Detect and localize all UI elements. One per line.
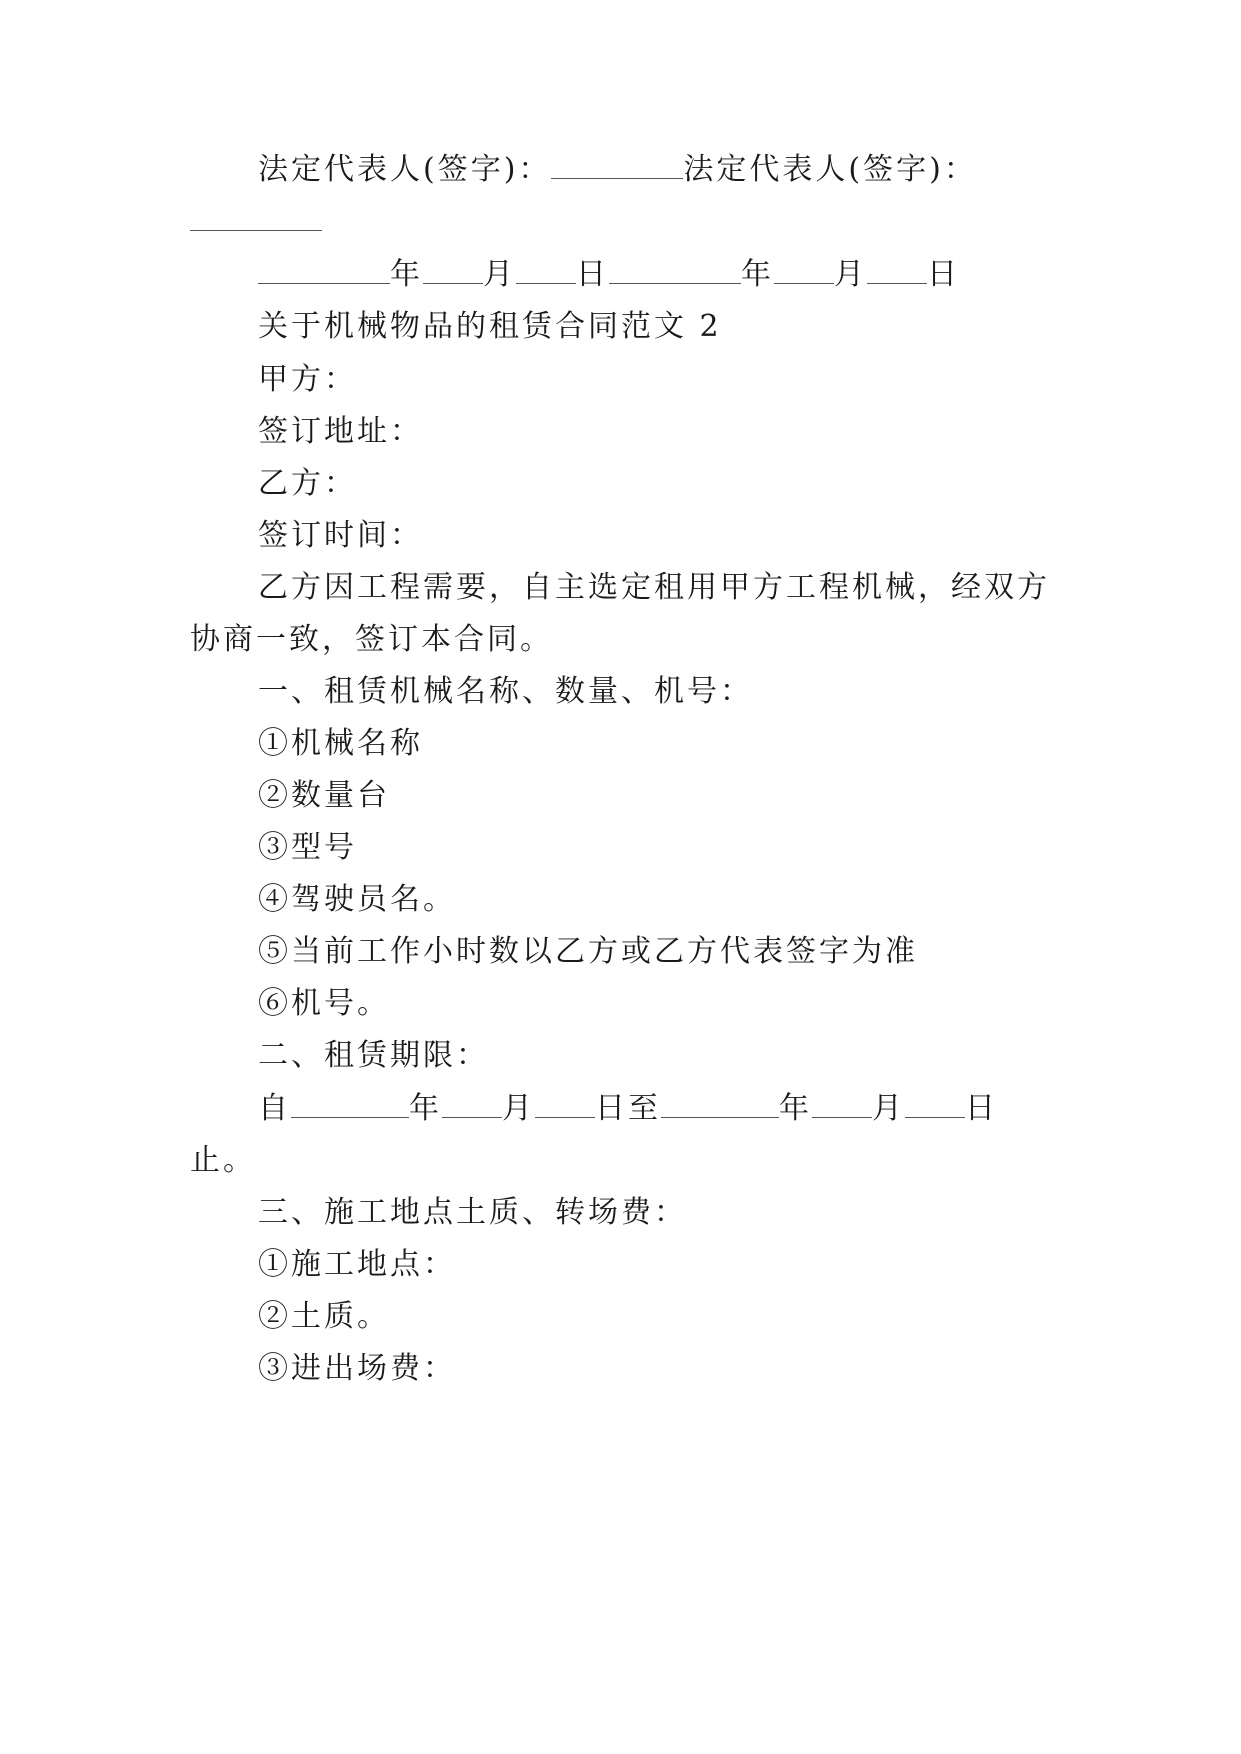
date-blank-month-a: [423, 257, 483, 284]
date-blank-day-a: [516, 257, 576, 284]
intro-paragraph-line-1: 乙方因工程需要，自主选定租用甲方工程机械，经双方: [258, 570, 1050, 605]
lease-period-line: [258, 1089, 1128, 1129]
date-day-a: 日: [576, 257, 609, 292]
section-3-item: ①施工地点：: [258, 1247, 456, 1282]
legal-rep-label-a: 法定代表人(签字)：: [258, 152, 552, 187]
lease-year-b: 年: [779, 1091, 812, 1126]
lease-month-b: 月: [872, 1091, 905, 1126]
section-1-item: ①机械名称: [258, 726, 423, 761]
section-3-item: ②土质。: [258, 1299, 390, 1334]
signature-blank-a: [551, 152, 683, 179]
signature-continuation: [190, 202, 1060, 242]
date-blank-year-a: [258, 257, 390, 284]
contract-heading: 关于机械物品的租赁合同范文 2: [258, 309, 722, 344]
lease-blank-year-b: [661, 1091, 779, 1118]
intro-paragraph-line-2: 协商一致，签订本合同。: [190, 622, 553, 657]
legal-rep-label-b: 法定代表人(签字)：: [683, 152, 977, 187]
section-2-title: 二、租赁期限：: [258, 1038, 489, 1073]
lease-day-end: 日: [965, 1091, 998, 1126]
signature-blank-b: [190, 204, 322, 231]
section-1-item: ⑥机号。: [258, 986, 390, 1021]
date-day-b: 日: [927, 257, 960, 292]
party-a-field: 甲方：: [258, 362, 357, 397]
lease-day-to: 日至: [595, 1091, 661, 1126]
sign-time-field: 签订时间：: [258, 518, 423, 553]
section-1-item: ③型号: [258, 830, 357, 865]
date-month-a: 月: [483, 257, 516, 292]
lease-from: 自: [258, 1091, 291, 1126]
date-blank-month-b: [774, 257, 834, 284]
date-blank-day-b: [867, 257, 927, 284]
lease-blank-month-a: [442, 1091, 502, 1118]
lease-blank-day-a: [535, 1091, 595, 1118]
date-year-b: 年: [741, 257, 774, 292]
section-1-item: ②数量台: [258, 778, 390, 813]
party-b-field: 乙方：: [258, 466, 357, 501]
lease-month-a: 月: [502, 1091, 535, 1126]
section-1-item: ④驾驶员名。: [258, 882, 456, 917]
date-month-b: 月: [834, 257, 867, 292]
date-blank-year-b: [609, 257, 741, 284]
section-3-title: 三、施工地点土质、转场费：: [258, 1195, 687, 1230]
signature-line: [258, 150, 1128, 190]
section-1-title: 一、租赁机械名称、数量、机号：: [258, 674, 753, 709]
section-3-item: ③进出场费：: [258, 1351, 456, 1386]
lease-blank-year-a: [291, 1091, 409, 1118]
section-1-item: ⑤当前工作小时数以乙方或乙方代表签字为准: [258, 934, 918, 969]
date-line: [258, 255, 1128, 295]
lease-blank-day-b: [905, 1091, 965, 1118]
lease-year-a: 年: [409, 1091, 442, 1126]
lease-blank-month-b: [812, 1091, 872, 1118]
lease-period-end: 止。: [190, 1143, 256, 1178]
date-year-a: 年: [390, 257, 423, 292]
sign-address-field: 签订地址：: [258, 414, 423, 449]
